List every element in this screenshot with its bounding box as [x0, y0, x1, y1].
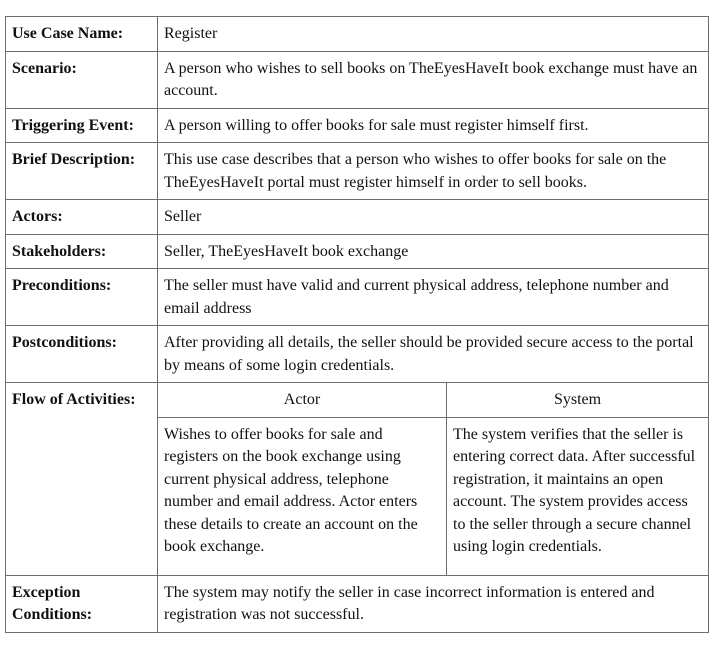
- flow-system-header: System: [447, 383, 709, 418]
- row-exception-conditions: [6, 575, 709, 632]
- label-brief-description: Brief Description:: [6, 143, 158, 200]
- flow-actor-text: Wishes to offer books for sale and registers on the book exchange using current physical address, telephone number and email address. Actor enters these details to create an account on the book exchange.: [158, 417, 447, 575]
- label-triggering-event: Triggering Event:: [6, 108, 158, 143]
- label-exception-conditions: [6, 575, 158, 632]
- label-exception-line2: Conditions:: [12, 606, 93, 623]
- value-postconditions: After providing all details, the seller should be provided secure access to the portal by means of some login credentials.: [158, 326, 709, 383]
- label-actors: Actors:: [6, 200, 158, 235]
- label-preconditions: Preconditions:: [6, 269, 158, 326]
- value-triggering-event: A person willing to offer books for sale must register himself first.: [158, 108, 709, 143]
- value-preconditions: The seller must have valid and current physical address, telephone number and email address: [158, 269, 709, 326]
- row-flow-header: [6, 383, 709, 418]
- label-exception-line1: Exception: [12, 583, 81, 601]
- row-brief-description: [6, 143, 709, 200]
- row-scenario: [6, 51, 709, 108]
- value-stakeholders: Seller, TheEyesHaveIt book exchange: [158, 234, 709, 269]
- row-stakeholders: [6, 234, 709, 269]
- flow-actor-header: Actor: [158, 383, 447, 418]
- value-actors: Seller: [158, 200, 709, 235]
- flow-system-text: The system verifies that the seller is entering correct data. After successful registration, it maintains an open account. The system provides access to the seller through a secure channel using login credentials.: [447, 417, 709, 575]
- value-brief-description: This use case describes that a person who wishes to offer books for sale on the TheEyesHaveIt portal must register himself in order to sell books.: [158, 143, 709, 200]
- label-scenario: Scenario:: [6, 51, 158, 108]
- value-scenario: A person who wishes to sell books on TheEyesHaveIt book exchange must have an account.: [158, 51, 709, 108]
- label-postconditions: Postconditions:: [6, 326, 158, 383]
- row-triggering-event: [6, 108, 709, 143]
- label-flow-of-activities: Flow of Activities:: [6, 383, 158, 576]
- row-postconditions: [6, 326, 709, 383]
- value-use-case-name: Register: [158, 17, 709, 52]
- row-actors: [6, 200, 709, 235]
- row-preconditions: [6, 269, 709, 326]
- label-use-case-name: Use Case Name:: [6, 17, 158, 52]
- label-stakeholders: Stakeholders:: [6, 234, 158, 269]
- row-use-case-name: [6, 17, 709, 52]
- value-exception-conditions: The system may notify the seller in case incorrect information is entered and registration was not successful.: [158, 575, 709, 632]
- use-case-table: [5, 16, 709, 633]
